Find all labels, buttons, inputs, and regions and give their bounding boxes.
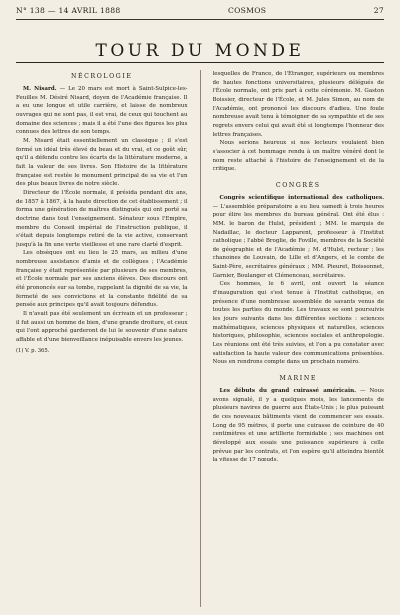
page-number: 27 bbox=[373, 6, 384, 15]
continuation-paragraph: lesquelles de France, de l'Étranger, supérieurs ou membres de hautes fonctions universitaires, plusieurs délégués de l'École normale, ont pris part à cette cérémonie. M. Gaston Boissier, directeur de l'École, et M. Jules Simon, au nom de l'Académie, ont prononcé les discours d'adieu. Une foule nombreuse avait tenu à témoigner de sa sympathie et de ses regrets envers celui qui avait été si longtemps l'honneur des lettres françaises. bbox=[212, 71, 384, 138]
necrology-paragraph: Les obsèques ont eu lieu le 25 mars, au milieu d'une nombreuse assistance d'amis et de collègues ; l'Académie française y était représentée par plusieurs de ses membres, et l'École normale par ses anciens élèves. Des discours ont été prononcés sur sa tombe, rappelant la dignité de sa vie, la fermeté de ses convictions et la constante fidélité de sa pensée aux principes qu'il avait toujours défendus. bbox=[16, 250, 188, 309]
congres-paragraph: Ces hommes, le 6 avril, ont ouvert la séance d'inauguration qui s'est tenue à l'Institut catholique, en présence d'une nombreuse assemblée de savants venus de toutes les parties du monde. Les travaux se sont poursuivis les jours suivants dans les différentes sections : sciences mathématiques, sciences physiques et naturelles, sciences historiques, philosophie, sciences sociales et anthropologie. Les réunions ont été très suivies, et l'on a pu constater avec satisfaction la haute valeur des communications présentées. Nous en rendrons compte dans un prochain numéro. bbox=[212, 281, 384, 366]
section-heading-congres: CONGRÈS bbox=[275, 181, 321, 189]
journal-name: COSMOS bbox=[228, 6, 267, 15]
marine-lead: Les débuts du grand cuirassé américain. bbox=[219, 388, 356, 394]
issue-date: N° 138 — 14 AVRIL 1888 bbox=[16, 6, 121, 15]
congres-paragraph: Congrès scientifique international des catholiques. — L'assemblée préparatoire a eu lieu samedi à trois heures pour élire les membres du bureau général. Ont été élus : MM. le baron de Hulst, président ; MM. le marquis de Nadaillac, le docteur Lapparent, professeur à l'Institut catholique ; l'abbé Broglie, de Foville, membres de la Société de géographie et de l'Académie ; M. d'Hulst, recteur ; les chanoines de Louvain, de Lille et d'Angers, et le comte de Saint-Père, secrétaires généraux ; MM. Pieuret, Boissonnet, Garnier, Boulanger et Clémenceau, secrétaires. bbox=[212, 194, 384, 279]
title-rule bbox=[16, 62, 384, 63]
column-divider bbox=[200, 70, 201, 607]
necrology-paragraph: Directeur de l'École normale, il présida pendant dix ans, de 1857 à 1867, à la haute direction de cet établissement ; il forma une génération de maîtres distingués qui ont porté sa doctrine dans tout l'enseignement. Sénateur sous l'Empire, membre du Conseil impérial de l'instruction publique, il s'était depuis longtemps retiré de la vie active, conservant jusqu'à la fin une verte vieillesse et une rare clarté d'esprit. bbox=[16, 189, 188, 248]
continuation-paragraph: Nous serions heureux si nos lecteurs voulaient bien s'associer à cet hommage rendu à un maître vénéré dont le nom reste attaché à l'histoire de l'enseignement et de la critique. bbox=[212, 140, 384, 173]
right-column bbox=[213, 70, 385, 607]
running-head bbox=[16, 6, 384, 15]
article-columns bbox=[16, 70, 384, 607]
necrology-paragraph: M. Nisard était essentiellement un classique ; il s'est formé un idéal très élevé du beau et du vrai, et ce goût sûr, qu'il a défendu contre les écarts de la littérature moderne, a fait la valeur de ses livres. Son Histoire de la littérature française est restée le monument principal de sa vie et l'un des plus beaux livres de notre siècle. bbox=[16, 137, 188, 188]
necrology-paragraph: M. Nisard. — Le 20 mars est mort à Saint-Sulpice-les-Feuilles M. Désiré Nisard, doyen de l'Académie française. Il a eu une longue et utile carrière, et laisse de nombreux ouvrages qui ne sont pas, il est vrai, de ceux qui touchent au domaine des sciences ; mais il a été l'une des figures les plus connues des lettres de son temps. bbox=[16, 86, 188, 136]
marine-paragraph: Les débuts du grand cuirassé américain. — Nous avons signalé, il y a quelques mois, les lancements de plusieurs navires de guerre aux États-Unis ; le plus puissant de ces nouveaux bâtiments vient de commencer ses essais. Long de 95 mètres, il porte une cuirasse de ceinture de 40 centimètres et une artillerie formidable ; ses machines ont développé aux essais une puissance supérieure à celle prévue par les contrats, et l'on espère qu'il atteindra bientôt la vitesse de 17 nœuds. bbox=[212, 388, 384, 464]
left-column bbox=[16, 70, 188, 607]
page-title: TOUR DU MONDE bbox=[95, 41, 305, 62]
necrology-lead: M. Nisard. bbox=[23, 86, 57, 92]
section-heading-necrologie: NÉCROLOGIE bbox=[71, 73, 133, 80]
necrology-paragraph: Il n'avait pas été seulement un écrivain et un professeur ; il fut aussi un homme de bien, d'une grande droiture, et ceux qui l'ont approché garderont de lui le souvenir d'une nature affable et d'une bienveillance inépuisable envers les jeunes. bbox=[16, 311, 188, 344]
footnote: (1) V. p. 365. bbox=[16, 347, 50, 354]
congres-lead: Congrès scientifique international des catholiques. bbox=[219, 194, 384, 201]
header-rule bbox=[16, 19, 384, 20]
section-heading-marine: MARINE bbox=[279, 375, 317, 382]
